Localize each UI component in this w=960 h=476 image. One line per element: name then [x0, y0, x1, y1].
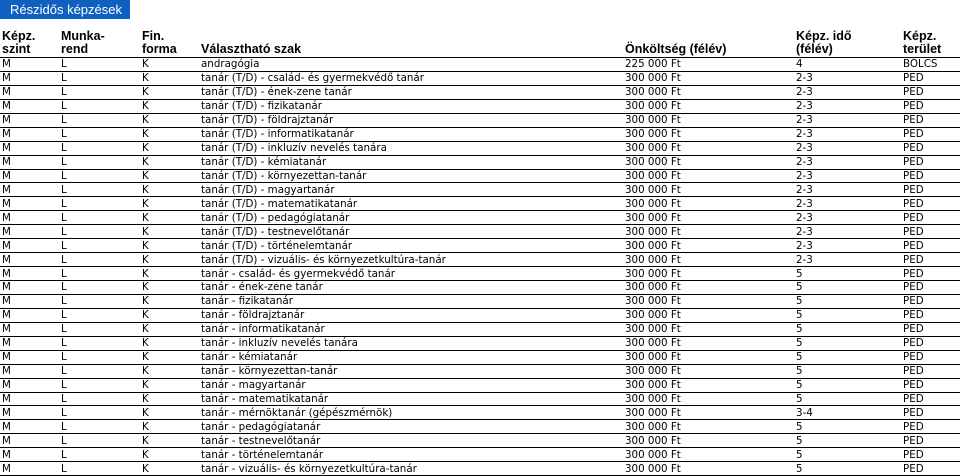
cell-field: PED: [903, 392, 960, 406]
cell-field: PED: [903, 406, 960, 420]
cell-work-schedule: L: [59, 420, 140, 434]
table-row: [0, 462, 960, 476]
table-row: [0, 99, 960, 113]
cell-program: tanár - fizikatanár: [201, 294, 625, 308]
table-row: [0, 392, 960, 406]
cell-tuition: 300 000 Ft: [625, 253, 796, 267]
table-row: [0, 434, 960, 448]
cell-program: tanár - történelemtanár: [201, 448, 625, 462]
table-row: [0, 113, 960, 127]
cell-program: tanár (T/D) - vizuális- és környezetkultúra-tanár: [201, 253, 625, 267]
cell-level: M: [0, 336, 59, 350]
cell-duration: 5: [796, 322, 903, 336]
cell-program: tanár (T/D) - kémiatanár: [201, 155, 625, 169]
cell-funding: K: [140, 448, 201, 462]
table-row: [0, 197, 960, 211]
cell-tuition: 300 000 Ft: [625, 99, 796, 113]
cell-field: PED: [903, 155, 960, 169]
cell-funding: K: [140, 239, 201, 253]
cell-field: PED: [903, 350, 960, 364]
cell-program: tanár - pedagógiatanár: [201, 420, 625, 434]
cell-work-schedule: L: [59, 155, 140, 169]
table-row: [0, 225, 960, 239]
cell-duration: 2-3: [796, 211, 903, 225]
cell-level: M: [0, 253, 59, 267]
table-row: [0, 281, 960, 295]
cell-level: M: [0, 113, 59, 127]
cell-funding: K: [140, 378, 201, 392]
cell-level: M: [0, 378, 59, 392]
cell-program: tanár (T/D) - ének-zene tanár: [201, 85, 625, 99]
cell-tuition: 300 000 Ft: [625, 294, 796, 308]
cell-funding: K: [140, 392, 201, 406]
cell-work-schedule: L: [59, 127, 140, 141]
cell-duration: 5: [796, 336, 903, 350]
cell-tuition: 300 000 Ft: [625, 127, 796, 141]
cell-level: M: [0, 183, 59, 197]
cell-funding: K: [140, 308, 201, 322]
column-header-line1: Munka-: [61, 29, 105, 43]
column-header-field: [903, 30, 960, 58]
cell-duration: 2-3: [796, 253, 903, 267]
cell-tuition: 300 000 Ft: [625, 462, 796, 476]
cell-work-schedule: L: [59, 58, 140, 72]
cell-tuition: 300 000 Ft: [625, 350, 796, 364]
cell-duration: 5: [796, 434, 903, 448]
cell-duration: 5: [796, 392, 903, 406]
cell-level: M: [0, 99, 59, 113]
cell-duration: 2-3: [796, 127, 903, 141]
cell-program: tanár - környezettan-tanár: [201, 364, 625, 378]
cell-funding: K: [140, 294, 201, 308]
cell-level: M: [0, 58, 59, 72]
table-row: [0, 239, 960, 253]
cell-level: M: [0, 392, 59, 406]
cell-program: tanár (T/D) - magyartanár: [201, 183, 625, 197]
column-header-tuition: [625, 30, 796, 58]
table-row: [0, 267, 960, 281]
cell-funding: K: [140, 322, 201, 336]
cell-work-schedule: L: [59, 406, 140, 420]
cell-tuition: 300 000 Ft: [625, 281, 796, 295]
cell-field: PED: [903, 364, 960, 378]
cell-program: tanár - földrajztanár: [201, 308, 625, 322]
cell-field: PED: [903, 267, 960, 281]
cell-work-schedule: L: [59, 434, 140, 448]
column-header-funding: [140, 30, 201, 58]
cell-program: tanár (T/D) - történelemtanár: [201, 239, 625, 253]
cell-duration: 2-3: [796, 155, 903, 169]
cell-duration: 2-3: [796, 239, 903, 253]
column-header-line2: forma: [142, 42, 177, 56]
programs-table: [0, 30, 960, 476]
column-header-line2: rend: [61, 42, 89, 56]
cell-tuition: 300 000 Ft: [625, 85, 796, 99]
cell-program: tanár - magyartanár: [201, 378, 625, 392]
cell-level: M: [0, 294, 59, 308]
cell-work-schedule: L: [59, 211, 140, 225]
cell-tuition: 300 000 Ft: [625, 378, 796, 392]
cell-funding: K: [140, 127, 201, 141]
cell-program: tanár (T/D) - inkluzív nevelés tanára: [201, 141, 625, 155]
cell-funding: K: [140, 58, 201, 72]
cell-field: PED: [903, 434, 960, 448]
cell-work-schedule: L: [59, 350, 140, 364]
cell-work-schedule: L: [59, 267, 140, 281]
cell-program: tanár (T/D) - földrajztanár: [201, 113, 625, 127]
cell-funding: K: [140, 336, 201, 350]
table-row: [0, 406, 960, 420]
cell-tuition: 300 000 Ft: [625, 336, 796, 350]
column-header-line1: Képz.: [2, 29, 36, 43]
cell-level: M: [0, 281, 59, 295]
table-row: [0, 308, 960, 322]
cell-duration: 2-3: [796, 99, 903, 113]
cell-duration: 5: [796, 267, 903, 281]
column-header-level: [0, 30, 59, 58]
cell-program: tanár (T/D) - matematikatanár: [201, 197, 625, 211]
cell-field: PED: [903, 448, 960, 462]
cell-work-schedule: L: [59, 378, 140, 392]
cell-level: M: [0, 197, 59, 211]
cell-field: PED: [903, 420, 960, 434]
cell-field: PED: [903, 85, 960, 99]
cell-field: PED: [903, 225, 960, 239]
cell-funding: K: [140, 211, 201, 225]
cell-work-schedule: L: [59, 113, 140, 127]
column-header-line2: szint: [2, 42, 31, 56]
cell-duration: 2-3: [796, 183, 903, 197]
table-row: [0, 155, 960, 169]
cell-field: BÖLCS: [903, 58, 960, 72]
cell-work-schedule: L: [59, 294, 140, 308]
cell-program: tanár - család- és gyermekvédő tanár: [201, 267, 625, 281]
table-row: [0, 294, 960, 308]
cell-level: M: [0, 364, 59, 378]
cell-duration: 5: [796, 420, 903, 434]
cell-level: M: [0, 420, 59, 434]
cell-work-schedule: L: [59, 281, 140, 295]
cell-work-schedule: L: [59, 239, 140, 253]
cell-tuition: 300 000 Ft: [625, 448, 796, 462]
table-row: [0, 85, 960, 99]
cell-duration: 2-3: [796, 169, 903, 183]
cell-duration: 2-3: [796, 141, 903, 155]
column-header-line2: terület: [903, 42, 942, 56]
cell-funding: K: [140, 420, 201, 434]
table-row: [0, 448, 960, 462]
cell-duration: 5: [796, 281, 903, 295]
cell-tuition: 300 000 Ft: [625, 239, 796, 253]
cell-work-schedule: L: [59, 364, 140, 378]
cell-field: PED: [903, 336, 960, 350]
cell-funding: K: [140, 406, 201, 420]
cell-funding: K: [140, 462, 201, 476]
cell-field: PED: [903, 183, 960, 197]
cell-level: M: [0, 434, 59, 448]
cell-level: M: [0, 350, 59, 364]
table-row: [0, 364, 960, 378]
cell-field: PED: [903, 239, 960, 253]
table-row: [0, 141, 960, 155]
column-header-line2: (félév): [796, 42, 833, 56]
table-row: [0, 169, 960, 183]
column-header-line1: Képz.: [903, 29, 937, 43]
cell-level: M: [0, 448, 59, 462]
cell-funding: K: [140, 141, 201, 155]
cell-program: tanár - inkluzív nevelés tanára: [201, 336, 625, 350]
cell-field: PED: [903, 99, 960, 113]
cell-work-schedule: L: [59, 253, 140, 267]
cell-tuition: 300 000 Ft: [625, 155, 796, 169]
cell-funding: K: [140, 169, 201, 183]
cell-level: M: [0, 127, 59, 141]
cell-tuition: 300 000 Ft: [625, 392, 796, 406]
cell-duration: 2-3: [796, 197, 903, 211]
cell-program: tanár (T/D) - informatikatanár: [201, 127, 625, 141]
cell-field: PED: [903, 113, 960, 127]
header-row: [0, 30, 960, 58]
cell-field: PED: [903, 71, 960, 85]
cell-level: M: [0, 141, 59, 155]
cell-tuition: 300 000 Ft: [625, 434, 796, 448]
cell-tuition: 300 000 Ft: [625, 183, 796, 197]
table-row: [0, 253, 960, 267]
column-header-line1: Képz. idő: [796, 29, 852, 43]
cell-field: PED: [903, 197, 960, 211]
table-row: [0, 211, 960, 225]
cell-tuition: 300 000 Ft: [625, 267, 796, 281]
cell-funding: K: [140, 225, 201, 239]
cell-work-schedule: L: [59, 197, 140, 211]
cell-duration: 5: [796, 448, 903, 462]
cell-level: M: [0, 71, 59, 85]
cell-level: M: [0, 211, 59, 225]
cell-work-schedule: L: [59, 462, 140, 476]
cell-work-schedule: L: [59, 99, 140, 113]
cell-work-schedule: L: [59, 71, 140, 85]
cell-work-schedule: L: [59, 322, 140, 336]
cell-duration: 5: [796, 294, 903, 308]
cell-work-schedule: L: [59, 392, 140, 406]
cell-funding: K: [140, 434, 201, 448]
cell-work-schedule: L: [59, 336, 140, 350]
cell-funding: K: [140, 99, 201, 113]
table-row: [0, 183, 960, 197]
cell-program: tanár (T/D) - pedagógiatanár: [201, 211, 625, 225]
cell-program: tanár - informatikatanár: [201, 322, 625, 336]
cell-tuition: 300 000 Ft: [625, 364, 796, 378]
cell-tuition: 300 000 Ft: [625, 322, 796, 336]
column-header-program: [201, 30, 625, 58]
cell-funding: K: [140, 71, 201, 85]
cell-duration: 2-3: [796, 225, 903, 239]
cell-field: PED: [903, 378, 960, 392]
cell-tuition: 300 000 Ft: [625, 225, 796, 239]
cell-program: tanár (T/D) - család- és gyermekvédő tanár: [201, 71, 625, 85]
cell-work-schedule: L: [59, 169, 140, 183]
cell-tuition: 300 000 Ft: [625, 406, 796, 420]
cell-level: M: [0, 85, 59, 99]
cell-funding: K: [140, 281, 201, 295]
cell-funding: K: [140, 85, 201, 99]
cell-work-schedule: L: [59, 308, 140, 322]
cell-work-schedule: L: [59, 225, 140, 239]
cell-duration: 2-3: [796, 71, 903, 85]
cell-field: PED: [903, 127, 960, 141]
cell-program: tanár - vizuális- és környezetkultúra-tanár: [201, 462, 625, 476]
cell-funding: K: [140, 253, 201, 267]
cell-duration: 4: [796, 58, 903, 72]
table-row: [0, 378, 960, 392]
cell-program: tanár - mérnöktanár (gépészmérnök): [201, 406, 625, 420]
cell-field: PED: [903, 141, 960, 155]
cell-level: M: [0, 155, 59, 169]
cell-duration: 2-3: [796, 113, 903, 127]
cell-field: PED: [903, 281, 960, 295]
cell-funding: K: [140, 155, 201, 169]
cell-funding: K: [140, 197, 201, 211]
cell-level: M: [0, 406, 59, 420]
cell-work-schedule: L: [59, 448, 140, 462]
column-header-line1: Fin.: [142, 29, 165, 43]
cell-funding: K: [140, 267, 201, 281]
cell-level: M: [0, 462, 59, 476]
cell-tuition: 300 000 Ft: [625, 71, 796, 85]
cell-tuition: 300 000 Ft: [625, 141, 796, 155]
table-row: [0, 127, 960, 141]
cell-duration: 3-4: [796, 406, 903, 420]
cell-program: tanár - matematikatanár: [201, 392, 625, 406]
column-header-work-schedule: [59, 30, 140, 58]
cell-tuition: 225 000 Ft: [625, 58, 796, 72]
column-header-duration: [796, 30, 903, 58]
cell-program: andragógia: [201, 58, 625, 72]
cell-program: tanár - kémiatanár: [201, 350, 625, 364]
cell-field: PED: [903, 462, 960, 476]
cell-duration: 5: [796, 462, 903, 476]
cell-work-schedule: L: [59, 141, 140, 155]
cell-duration: 5: [796, 364, 903, 378]
cell-program: tanár - testnevelőtanár: [201, 434, 625, 448]
cell-level: M: [0, 225, 59, 239]
cell-tuition: 300 000 Ft: [625, 308, 796, 322]
cell-level: M: [0, 267, 59, 281]
cell-tuition: 300 000 Ft: [625, 113, 796, 127]
cell-funding: K: [140, 364, 201, 378]
table-row: [0, 58, 960, 72]
cell-funding: K: [140, 183, 201, 197]
cell-work-schedule: L: [59, 183, 140, 197]
cell-funding: K: [140, 113, 201, 127]
table-row: [0, 420, 960, 434]
column-header-line2: Választható szak: [201, 42, 302, 56]
cell-level: M: [0, 322, 59, 336]
table-body: [0, 58, 960, 476]
table-row: [0, 322, 960, 336]
cell-field: PED: [903, 294, 960, 308]
cell-level: M: [0, 308, 59, 322]
cell-duration: 5: [796, 308, 903, 322]
cell-tuition: 300 000 Ft: [625, 197, 796, 211]
section-title: Részidős képzések: [0, 0, 130, 19]
cell-tuition: 300 000 Ft: [625, 169, 796, 183]
cell-field: PED: [903, 211, 960, 225]
cell-duration: 2-3: [796, 85, 903, 99]
table-row: [0, 71, 960, 85]
cell-field: PED: [903, 169, 960, 183]
table-row: [0, 350, 960, 364]
column-header-line2: Önköltség (félév): [625, 42, 727, 56]
cell-program: tanár (T/D) - fizikatanár: [201, 99, 625, 113]
cell-field: PED: [903, 322, 960, 336]
cell-field: PED: [903, 308, 960, 322]
cell-field: PED: [903, 253, 960, 267]
cell-level: M: [0, 239, 59, 253]
cell-program: tanár (T/D) - környezettan-tanár: [201, 169, 625, 183]
cell-duration: 5: [796, 378, 903, 392]
cell-tuition: 300 000 Ft: [625, 211, 796, 225]
table-row: [0, 336, 960, 350]
cell-work-schedule: L: [59, 85, 140, 99]
cell-program: tanár - ének-zene tanár: [201, 281, 625, 295]
cell-level: M: [0, 169, 59, 183]
cell-tuition: 300 000 Ft: [625, 420, 796, 434]
cell-program: tanár (T/D) - testnevelőtanár: [201, 225, 625, 239]
cell-duration: 5: [796, 350, 903, 364]
cell-funding: K: [140, 350, 201, 364]
